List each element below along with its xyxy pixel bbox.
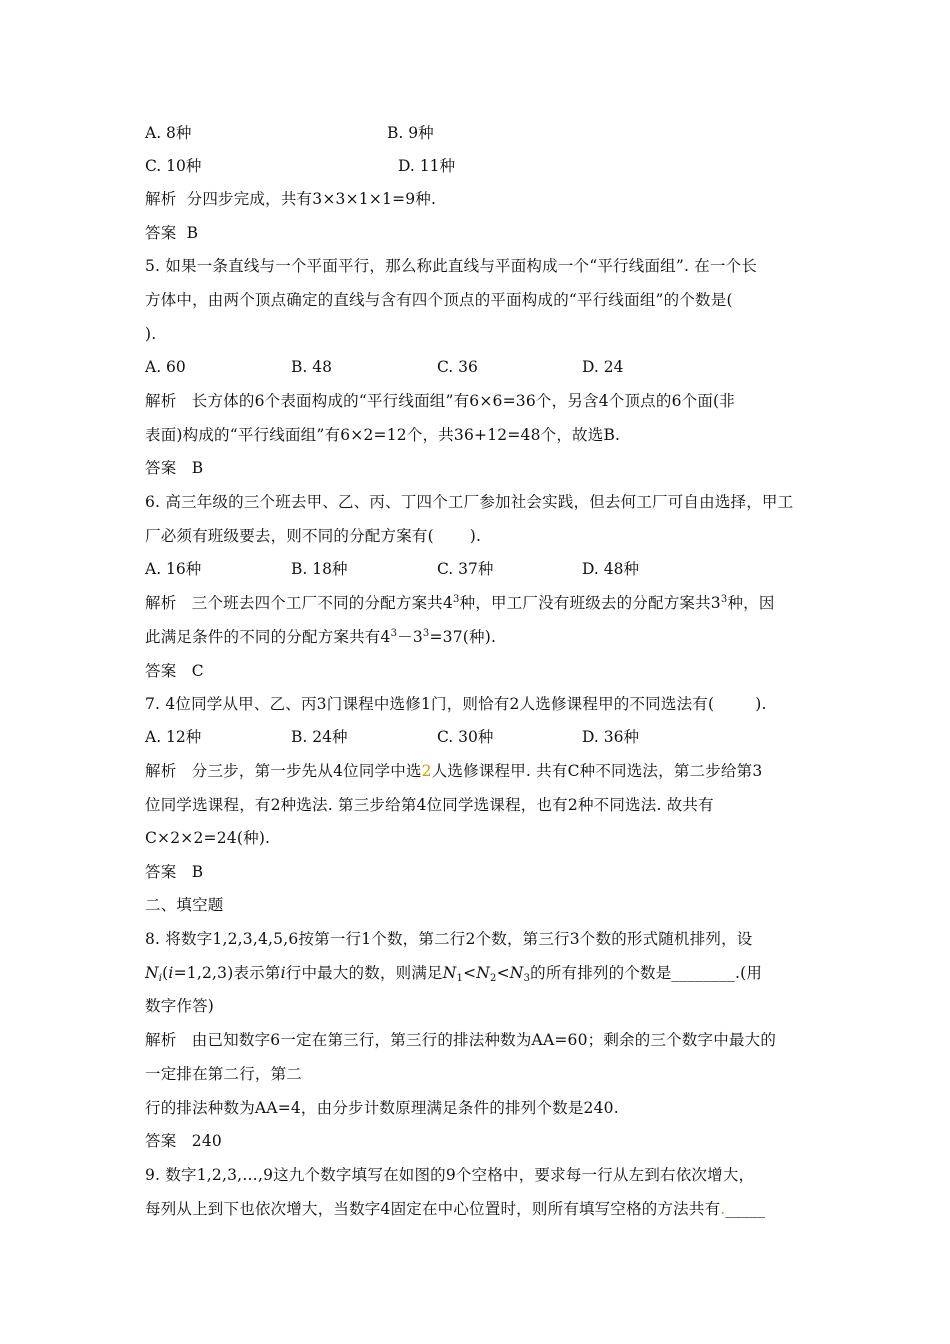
q6-analysis-text: 此满足条件的不同的分配方案共有4 [145, 628, 391, 646]
math-variable: i [280, 964, 286, 982]
q8-analysis-line-1: 解析 由已知数字6一定在第三行，第三行的排法种数为AA=60；剩余的三个数字中最大的 [145, 1031, 777, 1049]
q4-analysis: 解析 分四步完成，共有3×3×1×1=9种. [145, 190, 437, 208]
q6-analysis-text: =37(种). [429, 628, 497, 646]
q8-stem-text: ( [162, 964, 169, 982]
q6-stem-line-1: 6. 高三年级的三个班去甲、乙、丙、丁四个工厂参加社会实践，但去何工厂可自由选择，甲工 [145, 493, 794, 511]
math-subscript: 3 [523, 973, 531, 984]
q7-option-c: C. 30种 [437, 728, 494, 746]
math-operator: < [496, 964, 510, 982]
q4-option-a: A. 8种 [145, 124, 192, 142]
q7-analysis-text: 人选修课程甲. 共有C种不同选法，第二步给第3 [431, 762, 763, 780]
q9-stem-line-2 [145, 1199, 765, 1219]
q6-analysis-text: 解析 三个班去四个工厂不同的分配方案共4 [145, 594, 454, 612]
q7-analysis-line-2: 位同学选课程，有2种选法. 第三步给第4位同学选课程，也有2种不同选法. 故共有 [145, 796, 714, 814]
q7-analysis-text: 解析 分三步，第一步先从4位同学中选 [145, 762, 422, 780]
q6-analysis-text: 种，因 [727, 594, 775, 612]
q8-analysis-line-2: 一定排在第二行，第二 [145, 1065, 303, 1083]
q9-blank-mark: . [720, 1200, 726, 1218]
q7-analysis-line-3: C×2×2=24(种). [145, 829, 271, 847]
q9-answer-blank: _____ [725, 1200, 766, 1218]
q6-answer: 答案 C [145, 662, 204, 680]
math-variable: N [442, 964, 457, 982]
exponent: 3 [422, 628, 430, 639]
q8-answer: 答案 240 [145, 1132, 222, 1150]
q7-option-a: A. 12种 [145, 728, 202, 746]
section-heading-fill-in: 二、填空题 [145, 896, 224, 914]
q4-option-b: B. 9种 [387, 124, 434, 142]
q8-analysis-line-3: 行的排法种数为AA=4，由分步计数原理满足条件的排列个数是240. [145, 1099, 619, 1117]
math-operator: < [463, 964, 477, 982]
q9-stem-text: 每列从上到下也依次增大，当数字4固定在中心位置时，则所有填写空格的方法共有 [145, 1200, 721, 1218]
q8-stem-line-2 [145, 963, 762, 983]
math-subscript: i [158, 973, 163, 984]
q5-analysis-line-1: 解析 长方体的6个表面构成的“平行线面组”有6×6=36个，另含4个顶点的6个面(非 [145, 392, 735, 410]
q5-stem-line-2: 方体中，由两个顶点确定的直线与含有四个顶点的平面构成的“平行线面组”的个数是( [145, 291, 733, 309]
q4-answer: 答案 B [145, 224, 199, 242]
q7-stem: 7. 4位同学从甲、乙、丙3门课程中选修1门，则恰有2人选修课程甲的不同选法有( ). [145, 695, 767, 713]
q7-answer: 答案 B [145, 863, 204, 881]
math-subscript: 2 [490, 973, 497, 984]
q8-stem-line-3: 数字作答) [145, 997, 215, 1015]
q6-analysis-line-2 [145, 627, 496, 647]
math-variable: N [145, 964, 159, 982]
q4-option-c: C. 10种 [145, 157, 202, 175]
q7-option-d: D. 36种 [582, 728, 639, 746]
q8-stem-text: =1,2,3)表示第 [173, 964, 281, 982]
q5-option-d: D. 24 [582, 358, 624, 376]
q6-option-a: A. 16种 [145, 560, 202, 578]
math-variable: N [476, 964, 491, 982]
q6-option-c: C. 37种 [437, 560, 494, 578]
q4-option-d: D. 11种 [398, 157, 455, 175]
exponent: 3 [720, 594, 728, 605]
q5-option-a: A. 60 [145, 358, 186, 376]
q6-option-d: D. 48种 [582, 560, 639, 578]
q6-analysis-text: 种，甲工厂没有班级去的分配方案共3 [459, 594, 721, 612]
q6-analysis-text: －3 [397, 628, 423, 646]
q7-analysis-line-1 [145, 761, 762, 781]
math-subscript: 1 [456, 973, 464, 984]
q5-stem-line-1: 5. 如果一条直线与一个平面平行，那么称此直线与平面构成一个“平行线面组”. 在一个长 [145, 257, 758, 275]
exponent: 3 [390, 628, 398, 639]
q7-option-b: B. 24种 [291, 728, 348, 746]
q5-option-c: C. 36 [437, 358, 478, 376]
q8-stem-text: 的所有排列的个数是________.(用 [530, 964, 763, 982]
q5-analysis-line-2: 表面)构成的“平行线面组”有6×2=12个，共36+12=48个，故选B. [145, 426, 621, 444]
q8-stem-line-1: 8. 将数字1,2,3,4,5,6按第一行1个数，第二行2个数，第三行3个数的形式随机排列，设 [145, 930, 753, 948]
math-variable: i [168, 964, 174, 982]
q9-stem-line-1: 9. 数字1,2,3,…,9这九个数字填写在如图的9个空格中，要求每一行从左到右依次增大， [145, 1166, 755, 1184]
q5-stem-line-3: ). [145, 325, 157, 343]
q5-answer: 答案 B [145, 459, 204, 477]
q8-stem-text: 行中最大的数，则满足 [285, 964, 443, 982]
q6-option-b: B. 18种 [291, 560, 348, 578]
exponent: 3 [453, 594, 460, 605]
q7-analysis-marked-digit: 2 [421, 762, 432, 780]
q6-stem-line-2: 厂必须有班级要去，则不同的分配方案有( ). [145, 527, 482, 545]
math-variable: N [509, 964, 524, 982]
q5-option-b: B. 48 [291, 358, 332, 376]
q6-analysis-line-1 [145, 593, 775, 613]
